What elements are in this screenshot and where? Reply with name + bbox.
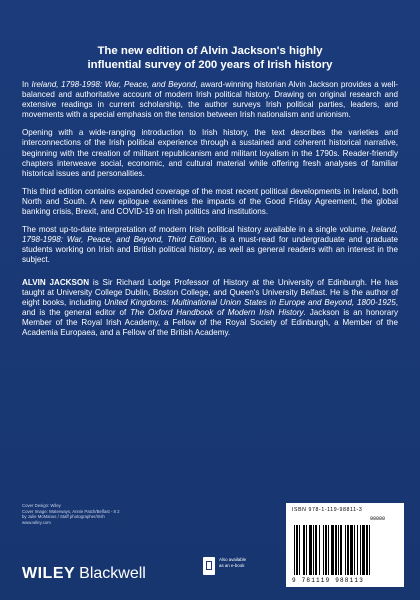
author-bio-text-b: , and is the general editor of <box>22 297 398 317</box>
headline-line-1: The new edition of Alvin Jackson's highly <box>97 45 323 57</box>
barcode-bar <box>335 525 337 575</box>
paragraph-overview: Opening with a wide-ranging introduction to Irish history, the text describes the varieties and interconnections of the Irish political experience through a sustained and coherent historical narrative, beginning with the creation of militant republicanism and militant loyalism in the 1790s. Reader-friendly chapters interweave social, economic, and cultural material while offering fresh analyses of familiar historical issues and personalities. <box>22 128 398 178</box>
cover-credits <box>22 503 120 525</box>
ebook-availability <box>219 557 246 569</box>
headline-line-2: influential survey of 200 years of Irish history <box>87 59 333 71</box>
audience-text-a: The most up-to-date interpretation of modern Irish political history available in a single volume, <box>22 225 371 235</box>
barcode-bar <box>345 525 346 575</box>
barcode-bar <box>303 525 305 575</box>
author-book-title-2: The Oxford Handbook of Modern Irish History <box>130 307 304 317</box>
audience-book-title: Ireland, 1798-1998: War, Peace, and Beyond, Third Edition <box>22 225 398 245</box>
author-name: ALVIN JACKSON <box>22 277 90 287</box>
barcode-bar <box>299 525 300 575</box>
barcode-bar <box>362 525 365 575</box>
barcode-bar <box>306 525 307 575</box>
barcode-bar <box>315 525 317 575</box>
barcode-bar <box>357 525 358 575</box>
barcode-bar <box>325 525 327 575</box>
blackwell-wordmark: Blackwell <box>79 565 146 582</box>
barcode-bar <box>366 525 368 575</box>
barcode-bar <box>360 525 361 575</box>
description <box>22 80 398 346</box>
isbn-text: ISBN 978-1-119-98811-3 <box>292 507 363 513</box>
barcode-bar <box>319 525 320 575</box>
barcode-bar <box>323 525 324 575</box>
credit-line-1: Cover Design: Wiley <box>22 503 61 508</box>
credit-line-3: by Julie McManus / Staff photographer/Irish <box>22 514 105 520</box>
barcode-bar <box>328 525 329 575</box>
book-title: Ireland, 1798-1998: War, Peace, and Beyond <box>31 80 196 89</box>
author-bio-text-c: . Jackson is an honorary Member of the Royal Irish Academy, a Fellow of the Royal Society of Edinburgh, a Member of the Academia Europaea, and a Fellow of the British Academy. <box>22 307 398 337</box>
ebook-line-2: as an e-book <box>219 563 245 568</box>
paragraph-edition: This third edition contains expanded coverage of the most recent political developments in Ireland, both North and South. A new epilogue examines the impacts of the Good Friday Agreement, the global banking crisis, Brexit, and COVID-19 on Irish politics and institutions. <box>22 186 398 217</box>
barcode-bar <box>340 525 342 575</box>
price-code: 90000 <box>370 516 386 522</box>
barcode-bar <box>354 525 355 575</box>
paragraph-intro-text: , award-winning historian Alvin Jackson provides a well-balanced and authoritative account of modern Irish political history. Drawing on original research and extensive readings in current scholarship, the author surveys Irish political parties, leaders, and movements with a special emphasis on the tension between Irish nationalism and unionism. <box>22 80 398 120</box>
ebook-line-1: Also available <box>219 557 247 562</box>
barcode-bar <box>309 525 312 575</box>
paragraph-audience <box>22 225 398 265</box>
barcode-bar <box>313 525 314 575</box>
barcode-bar <box>350 525 353 575</box>
barcode-bar <box>347 525 349 575</box>
barcode-bar <box>369 525 370 575</box>
author-bio <box>22 278 398 339</box>
paragraph-intro-lead: In <box>22 80 32 89</box>
wiley-wordmark: WILEY <box>22 565 76 582</box>
audience-text-b: , is a must-read for undergraduate and graduate students working on Irish and British political history, as well as general readers with an interest in the subject. <box>22 235 399 265</box>
headline <box>24 44 396 72</box>
barcode-bar <box>338 525 339 575</box>
publisher-logo <box>22 565 146 583</box>
author-book-title-1: United Kingdoms: Multinational Union States in Europe and Beyond, 1800-1925 <box>104 297 396 307</box>
website-url: www.wiley.com <box>22 519 51 525</box>
barcode-panel <box>286 503 404 587</box>
barcode-bar <box>296 525 298 575</box>
barcode-icon <box>294 525 396 575</box>
credit-line-2: Cover Image: Waterways, Annie Patch/Belfast - 8 2 <box>22 508 120 514</box>
barcode-bar <box>331 525 334 575</box>
author-bio-text-a: is Sir Richard Lodge Professor of History at the University of Edinburgh. He has taught at University College Dublin, Boston College, and Queen's University Belfast. He is the author of eight books, including <box>22 277 398 307</box>
paragraph-intro <box>22 80 398 120</box>
barcode-bar <box>294 525 295 575</box>
barcode-number: 9 781119 988113 <box>292 577 365 584</box>
ebook-icon <box>203 557 215 575</box>
